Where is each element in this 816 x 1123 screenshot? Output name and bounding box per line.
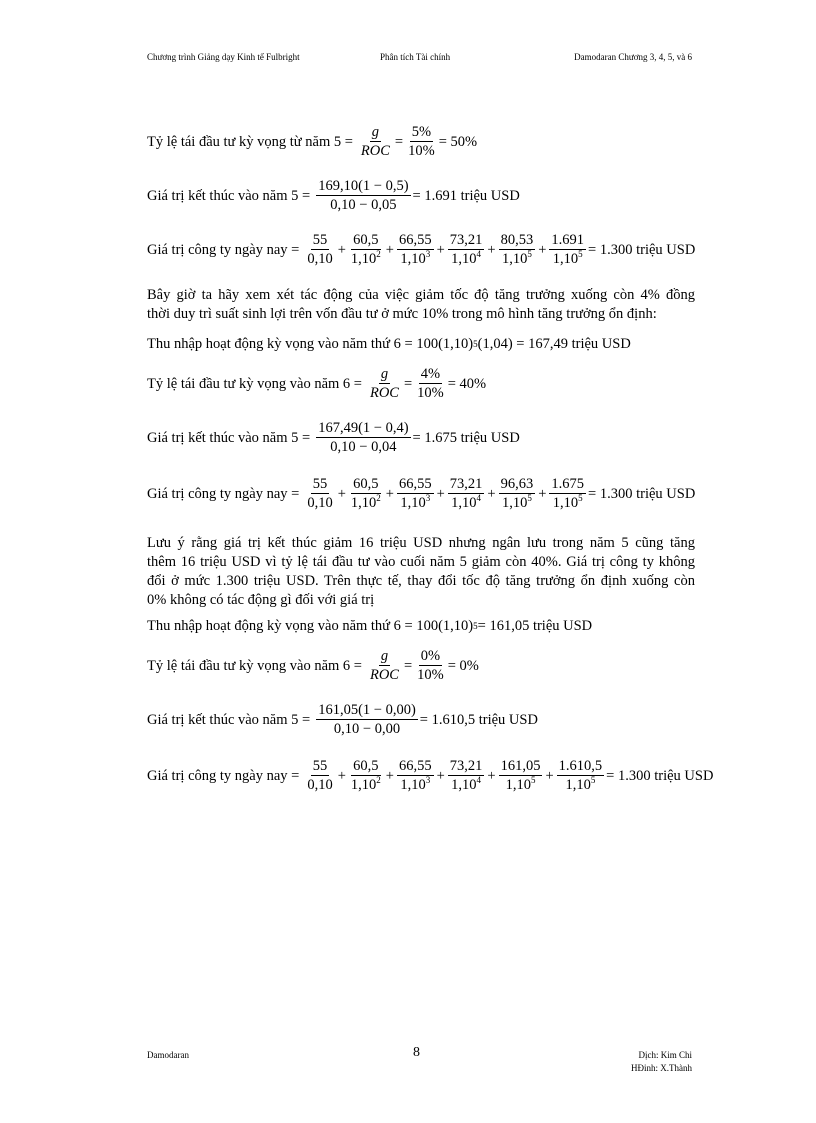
paragraph-note: Lưu ý rằng giá trị kết thúc giảm 16 triệu USD nhưng ngân lưu trong năm 5 cũng tăng thêm 16 triệu USD vì tỷ lệ tái đầu tư vào cuối năm 5 giảm còn 40%. Giá trị công ty không đổi ở mức 1.300 triệu USD. Trên thực tế, thay đổi tốc độ tăng trưởng ổn định xuống còn 0% không có tác động gì đối với giá trị [147, 535, 695, 608]
fraction: $\frac{1.610,5}{1,10^5}$ [558, 757, 603, 793]
fraction: $\frac{g}{\text{ROC}}$ [369, 365, 399, 401]
fraction: $\frac{1.691}{1,10^5}$ [551, 231, 585, 267]
fraction: $\frac{55}{0,10}$ [307, 231, 333, 267]
eq-result: = 40% [447, 375, 487, 392]
fraction: $\frac{161,05}{1,10^5}$ [500, 757, 541, 793]
eq-label: Giá trị công ty ngày nay = [147, 241, 300, 258]
fraction: $\frac{55}{0,10}$ [307, 757, 333, 793]
eq-label: Giá trị công ty ngày nay = [147, 485, 300, 502]
header-center: Phân tích Tài chính [380, 52, 451, 62]
page-number: 8 [413, 1045, 420, 1060]
terminal-value-eq-2 [147, 416, 520, 460]
eq-result: = 1.300 triệu USD [606, 767, 714, 784]
eq-label: Giá trị kết thúc vào năm 5 = [147, 711, 311, 728]
terminal-value-eq-3 [147, 698, 538, 742]
fraction: $\frac{0\%}{10\%}$ [417, 647, 444, 683]
fraction: $\frac{73,21}{1,10^4}$ [449, 231, 483, 267]
firm-value-eq-1: Giá trị công ty ngày nay = $\frac{55}{0,10}$ + $\frac{60,5}{1,10^2}$ + $\frac{66,55}{1,10^3}$ + $\frac{73,21}{1,10^4}$ + $\frac{80,53}{1,10^5}$ + $\frac{1.691}{1,10^5}$ = 1.300 triệu USD [147, 231, 696, 267]
fraction: $\frac{1.675}{1,10^5}$ [551, 475, 585, 511]
eq-result: = 0% [447, 657, 479, 674]
eq-result: = 50% [438, 133, 478, 150]
eq-label: Tỷ lệ tái đầu tư kỳ vọng vào năm 6 = [147, 657, 362, 674]
operating-income-year6-line-1: Thu nhập hoạt động kỳ vọng vào năm thứ 6 = 100(1,10) 5 (1,04) = 167,49 triệu USD [147, 335, 631, 352]
fraction: $\frac{60,5}{1,10^2}$ [350, 475, 381, 511]
footer-left: Damodaran [147, 1050, 189, 1060]
fraction: $\frac{66,55}{1,10^3}$ [398, 757, 432, 793]
fraction: $\frac{80,53}{1,10^5}$ [500, 231, 534, 267]
header-left: Chương trình Giảng dạy Kinh tế Fulbright [147, 52, 300, 62]
fraction: $\frac{55}{0,10}$ [307, 475, 333, 511]
fraction: $\frac{169,10(1 - 0,5)}{0,10 - 0,05}$ [318, 177, 409, 213]
eq-result: = 1.300 triệu USD [588, 485, 696, 502]
fraction: $\frac{g}{\text{ROC}}$ [360, 123, 390, 159]
operating-income-year6-line-2: Thu nhập hoạt động kỳ vọng vào năm thứ 6 = 100(1,10) 5 = 161,05 triệu USD [147, 617, 593, 634]
fraction: $\frac{60,5}{1,10^2}$ [350, 231, 381, 267]
fraction: $\frac{66,55}{1,10^3}$ [398, 231, 432, 267]
eq-result: = 1.610,5 triệu USD [419, 711, 538, 728]
terminal-value-eq-1 [147, 174, 520, 218]
header-right: Damodaran Chương 3, 4, 5, và 6 [574, 52, 692, 62]
paragraph-growth-4pct: Bây giờ ta hãy xem xét tác động của việc giảm tốc độ tăng trưởng xuống còn 4% đồng thời duy trì suất sinh lợi trên vốn đầu tư ở mức 10% trong mô hình tăng trưởng ổn định: [147, 287, 695, 322]
eq-label: Tỷ lệ tái đầu tư kỳ vọng vào năm 6 = [147, 375, 362, 392]
firm-value-eq-3: Giá trị công ty ngày nay = $\frac{55}{0,10}$ + $\frac{60,5}{1,10^2}$ + $\frac{66,55}{1,10^3}$ + $\frac{73,21}{1,10^4}$ + $\frac{161,05}{1,10^5}$ + $\frac{1.610,5}{1,10^5}$ = 1.300 triệu USD [147, 757, 714, 793]
eq-result: = 1.300 triệu USD [588, 241, 696, 258]
reinvestment-rate-eq-1: Tỷ lệ tái đầu tư kỳ vọng từ năm 5 = $\frac{g}{\text{ROC}}$ = $\frac{5\%}{10\%}$ = 50% [147, 123, 478, 159]
eq-result: = 1.675 triệu USD [412, 429, 520, 446]
eq-label: Giá trị công ty ngày nay = [147, 767, 300, 784]
eq-result: = 1.691 triệu USD [412, 187, 520, 204]
footer-editor: HĐinh: X.Thành [631, 1063, 692, 1073]
fraction: $\frac{60,5}{1,10^2}$ [350, 757, 381, 793]
fraction: $\frac{g}{\text{ROC}}$ [369, 647, 399, 683]
reinvestment-rate-eq-2: Tỷ lệ tái đầu tư kỳ vọng vào năm 6 = $\frac{g}{\text{ROC}}$ = $\frac{4\%}{10\%}$ = 40% [147, 365, 487, 401]
eq-label: Giá trị kết thúc vào năm 5 = [147, 429, 311, 446]
fraction: $\frac{73,21}{1,10^4}$ [449, 757, 483, 793]
fraction: $\frac{96,63}{1,10^5}$ [500, 475, 534, 511]
eq-label: Giá trị kết thúc vào năm 5 = [147, 187, 311, 204]
fraction: $\frac{66,55}{1,10^3}$ [398, 475, 432, 511]
eq-label: Tỷ lệ tái đầu tư kỳ vọng từ năm 5 = [147, 133, 353, 150]
footer-translator: Dịch: Kim Chi [638, 1050, 692, 1060]
fraction: $\frac{73,21}{1,10^4}$ [449, 475, 483, 511]
fraction: $\frac{161,05(1 - 0,00)}{0,10 - 0,00}$ [318, 701, 416, 737]
reinvestment-rate-eq-3: Tỷ lệ tái đầu tư kỳ vọng vào năm 6 = $\frac{g}{\text{ROC}}$ = $\frac{0\%}{10\%}$ = 0% [147, 647, 479, 683]
fraction: $\frac{4\%}{10\%}$ [417, 365, 444, 401]
firm-value-eq-2: Giá trị công ty ngày nay = $\frac{55}{0,10}$ + $\frac{60,5}{1,10^2}$ + $\frac{66,55}{1,10^3}$ + $\frac{73,21}{1,10^4}$ + $\frac{96,63}{1,10^5}$ + $\frac{1.675}{1,10^5}$ = 1.300 triệu USD [147, 475, 696, 511]
fraction: $\frac{5\%}{10\%}$ [408, 123, 435, 159]
fraction: $\frac{167,49(1 - 0,4)}{0,10 - 0,04}$ [318, 419, 409, 455]
